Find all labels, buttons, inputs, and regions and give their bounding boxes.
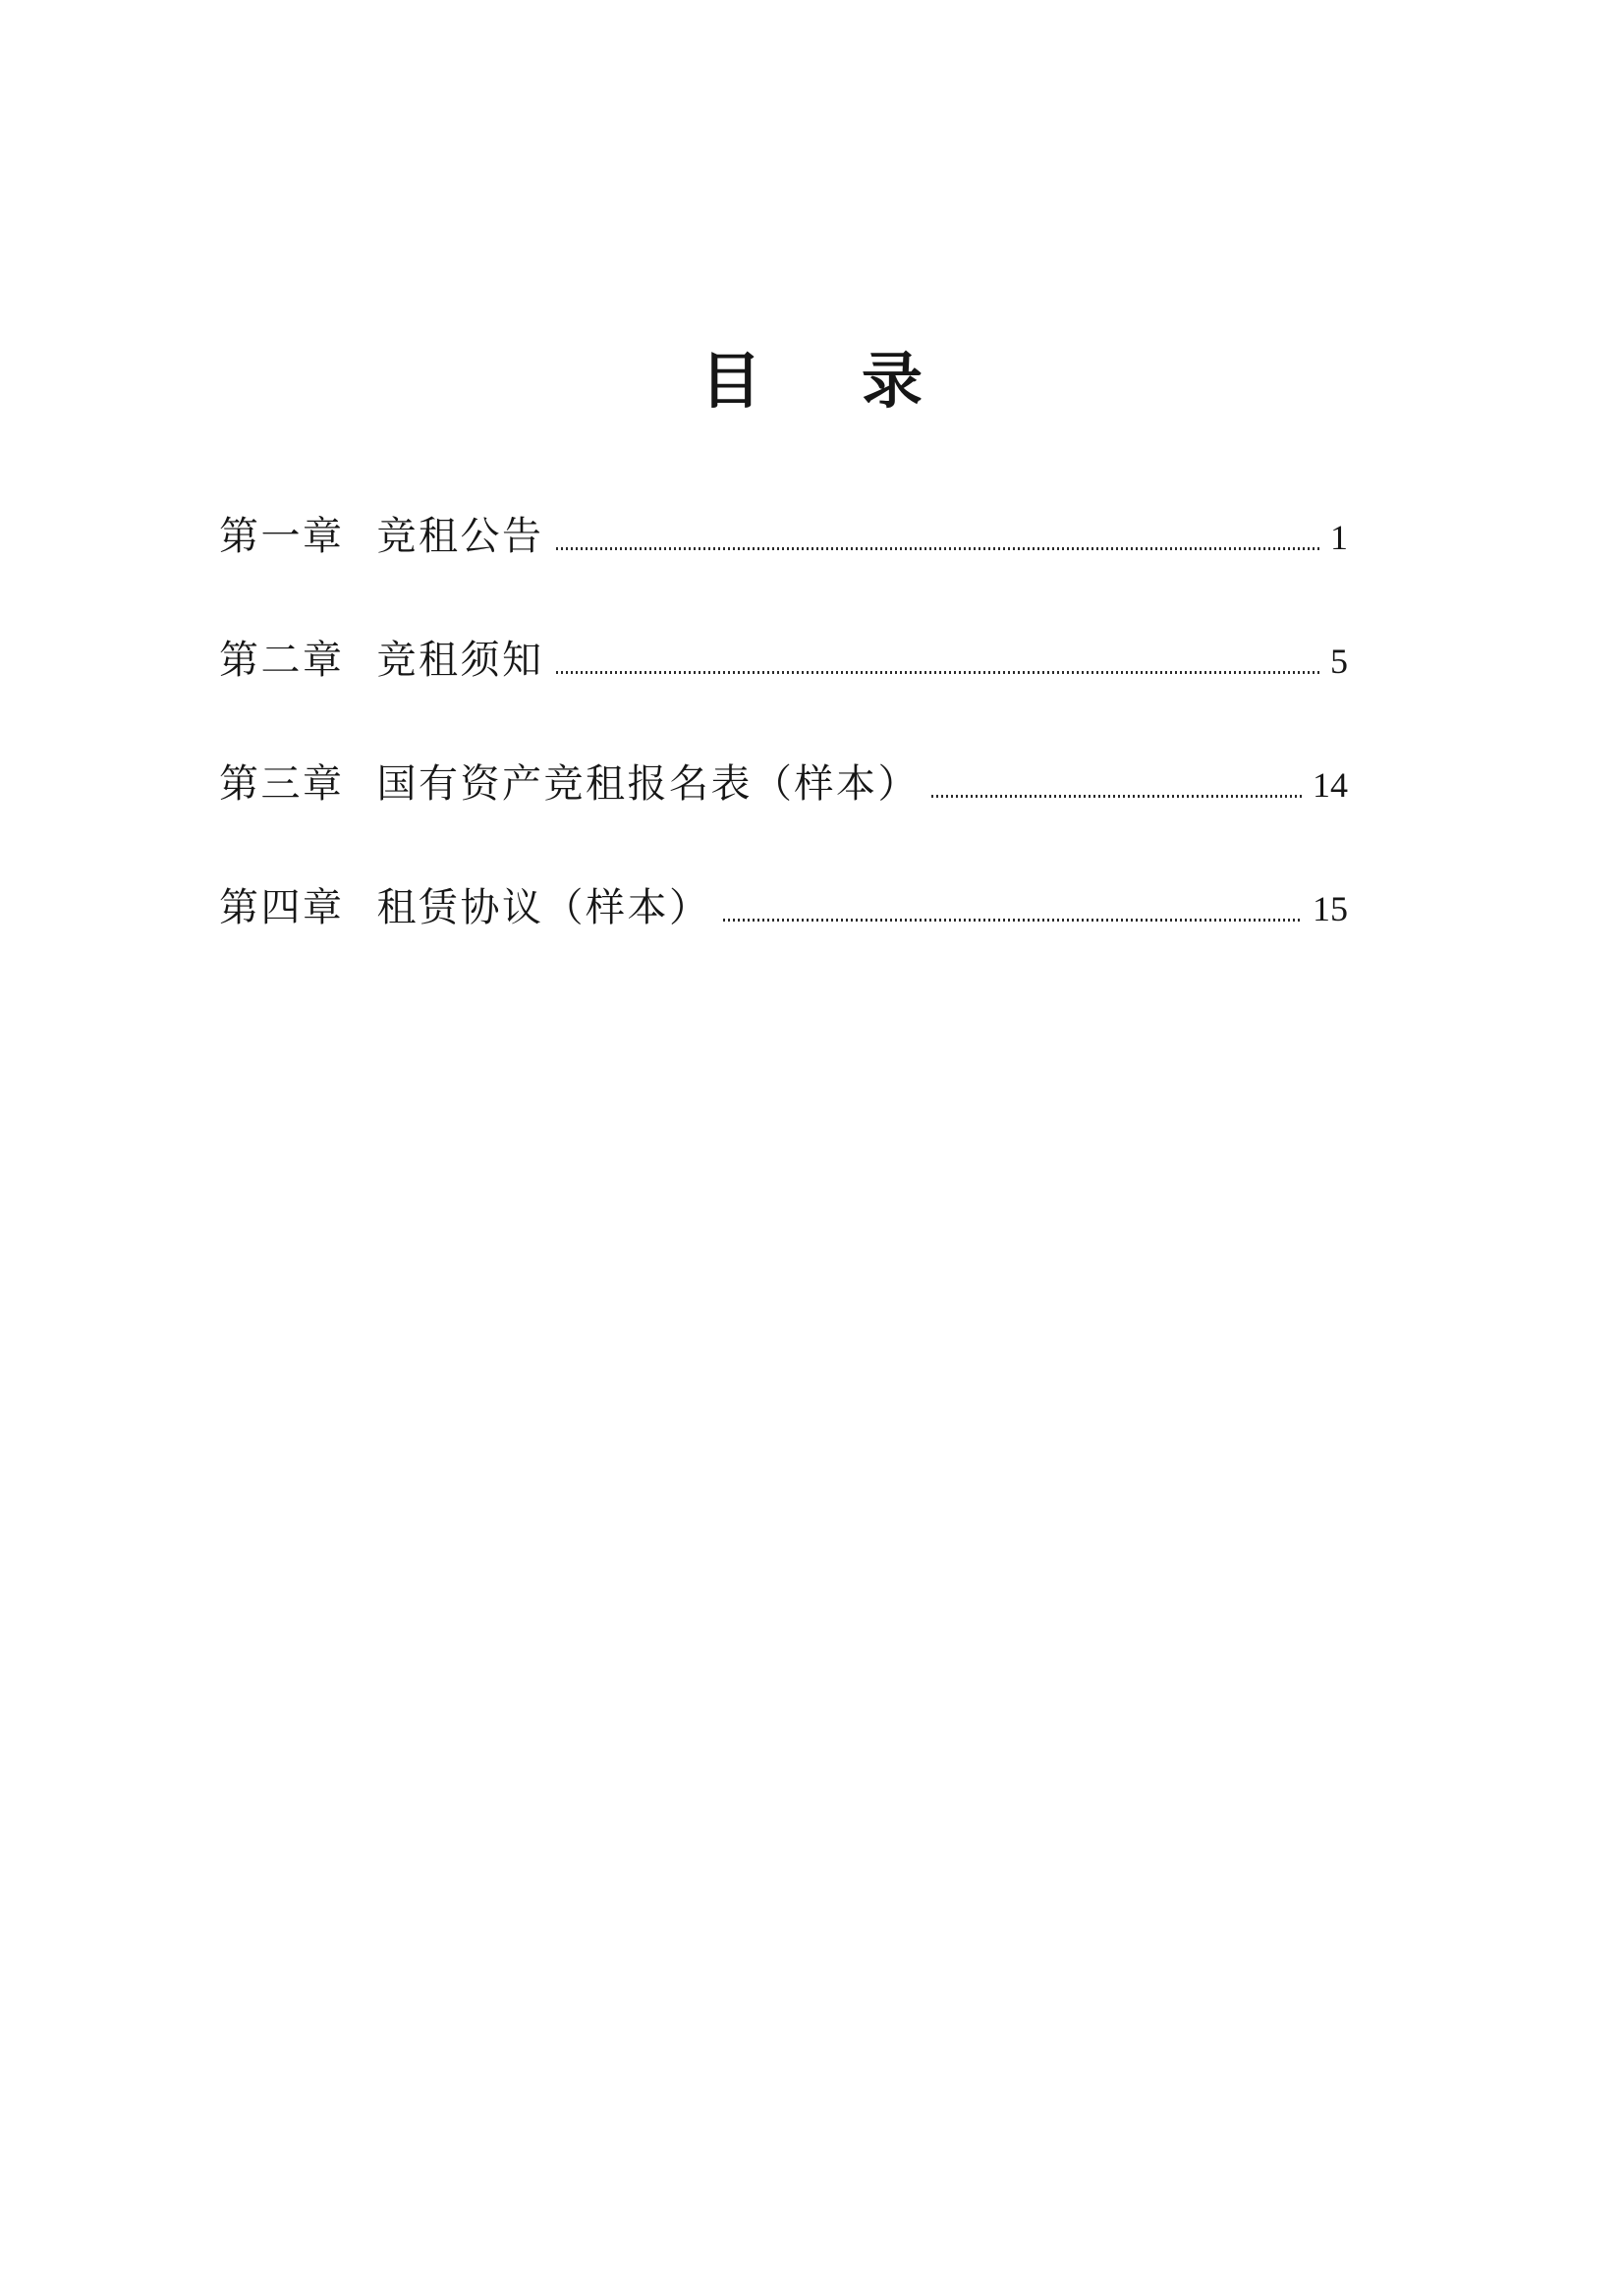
toc-entry[interactable]	[219, 886, 1348, 929]
toc-page-number: 15	[1313, 888, 1348, 928]
table-of-contents	[219, 515, 1348, 1010]
toc-entry-title: 竞租公告	[376, 514, 544, 558]
toc-chapter-label: 第四章	[219, 885, 345, 929]
toc-page-number: 1	[1330, 517, 1348, 557]
toc-entry-title: 竞租须知	[376, 638, 544, 682]
toc-page-number: 5	[1330, 641, 1348, 681]
toc-entry[interactable]	[219, 639, 1348, 682]
page-title: 目 录	[700, 349, 942, 416]
dotted-leader	[556, 671, 1321, 674]
dotted-leader	[723, 919, 1304, 922]
toc-chapter-label: 第一章	[219, 514, 345, 558]
dotted-leader	[556, 547, 1321, 550]
toc-chapter-label: 第三章	[219, 761, 345, 806]
toc-entry[interactable]	[219, 762, 1348, 806]
toc-entry-title: 租赁协议（样本）	[376, 885, 711, 929]
toc-entry-title: 国有资产竞租报名表（样本）	[376, 761, 920, 806]
toc-chapter-label: 第二章	[219, 638, 345, 682]
dotted-leader	[931, 795, 1303, 798]
toc-entry[interactable]	[219, 515, 1348, 558]
toc-page-number: 14	[1313, 764, 1348, 805]
